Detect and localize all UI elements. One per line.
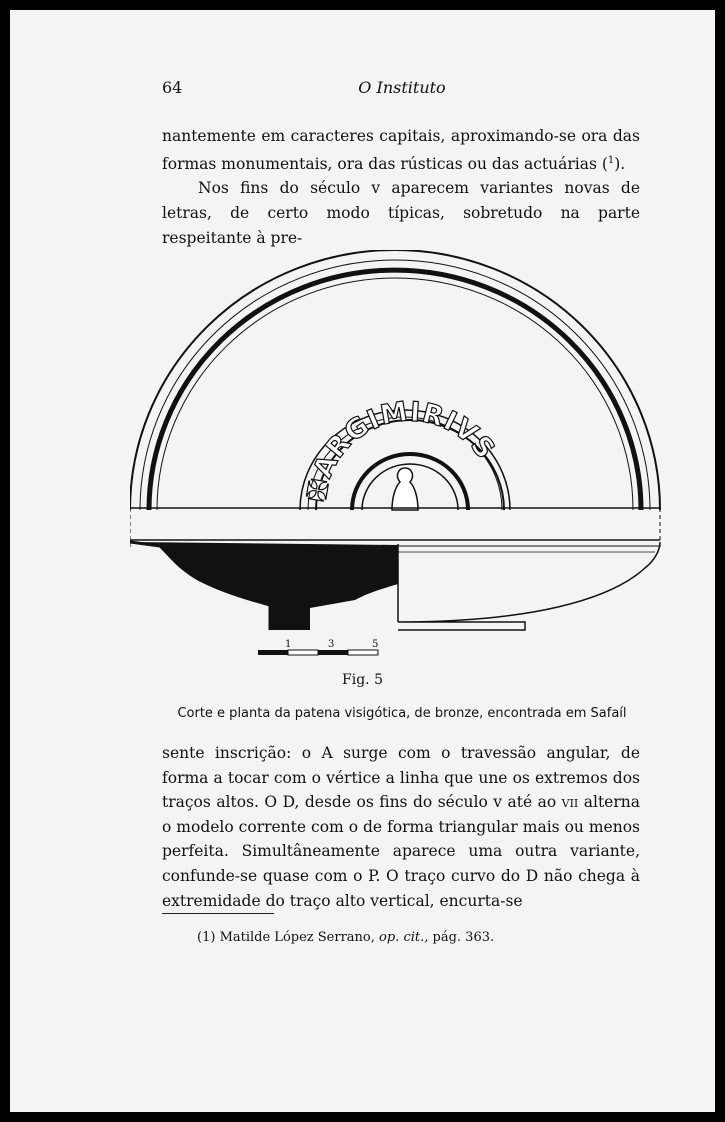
rim-band-inner [157,278,633,510]
footnote-rule [162,913,274,914]
paragraph-bottom [162,741,640,913]
footnote-ref-work: op. cit., [379,930,429,945]
medallion-emblem [392,468,418,510]
footnote [197,930,494,945]
section-outline-right [398,542,660,630]
outer-rim [130,250,660,510]
page-number: 64 [162,78,183,97]
inscription-text: ✠ARGIMIRIVS [301,396,502,505]
outer-rim-inner [140,260,650,510]
paragraph-top-line1: nantemente em caracteres capitais, aproximando-se ora das formas monumentais, ora das rústicas ou das actuárias ($^1$). [162,127,640,173]
patena-drawing [130,250,670,670]
scale-label-1: 1 [285,639,292,650]
paragraph-top [162,124,640,250]
page-header [162,78,642,100]
footnote-page: pág. 363. [432,930,495,945]
footnote-marker: (1) [197,930,216,945]
paragraph-bottom-text: sente inscrição: o A surge com o travessão angular, de forma a tocar com o vértice a linha que une os extremos dos traços altos. O D, desde os fins do século v até ao vii alterna o modelo corrente com o de forma triangular mais ou menos perfeita. Simultâneamente aparece uma outra variante, confunde-se quase com o P. O traço curvo do D não chega à extremidade do traço alto vertical, encurta-se [162,744,640,910]
running-title: O Instituto [358,78,446,97]
figure-label: Fig. 5 [342,672,383,688]
paragraph-top-line2: Nos fins do século v aparecem variantes novas de letras, de certo modo típicas, sobretudo na parte respeitante à pre- [162,179,640,247]
scale-label-5: 5 [372,639,379,650]
figure-caption: Corte e planta da patena visigótica, de bronze, encontrada em Safaíl [177,706,627,721]
scale-label-3: 3 [328,639,335,650]
rim-band [149,270,641,510]
patena-figure [130,250,670,670]
footnote-author: Matilde López Serrano, [219,930,375,945]
footnote-ref: 1 [607,154,615,166]
roman-numeral: vii [561,793,579,812]
scale-bar [258,639,378,655]
